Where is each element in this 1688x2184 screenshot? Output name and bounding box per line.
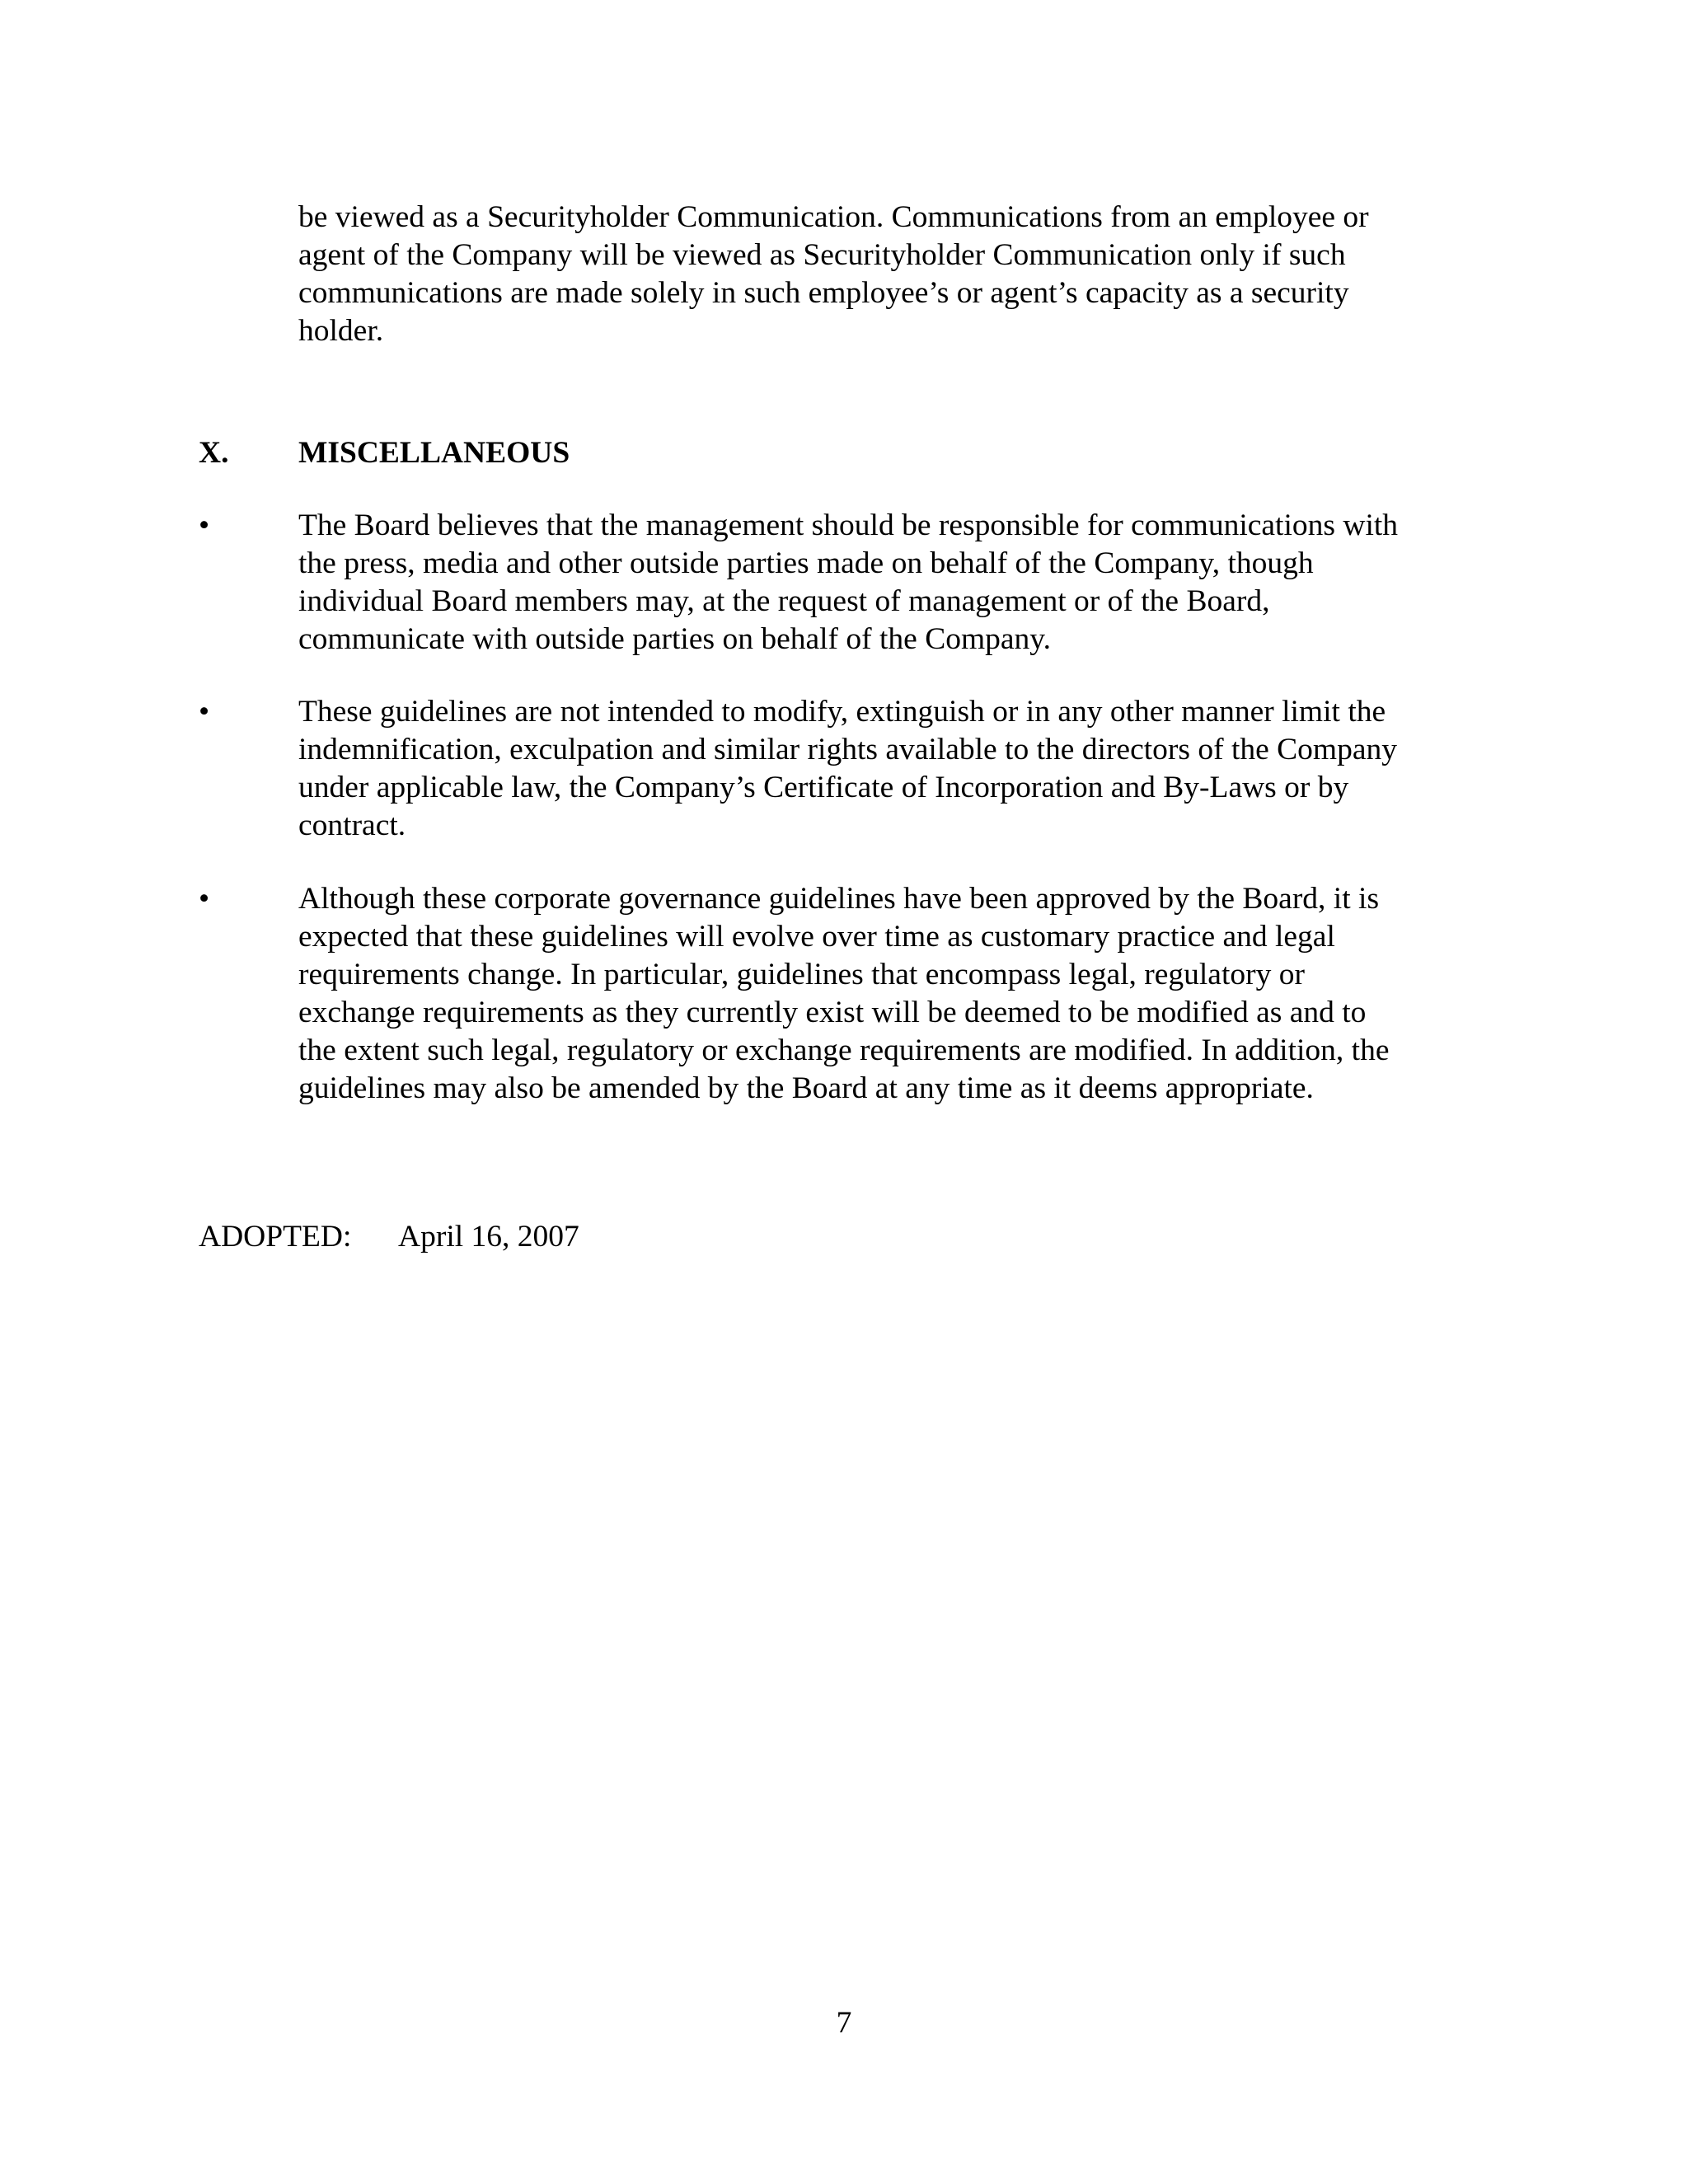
section-number: X.: [199, 436, 229, 470]
bullet-line: the extent such legal, regulatory or exchange requirements are modified. In addition, the: [298, 1033, 1390, 1067]
bullet-line: individual Board members may, at the request of management or of the Board,: [298, 584, 1270, 618]
intro-line: agent of the Company will be viewed as Securityholder Communication only if such: [298, 238, 1346, 272]
bullet-line: contract.: [298, 808, 406, 842]
bullet-line: These guidelines are not intended to modify, extinguish or in any other manner limit the: [298, 695, 1386, 729]
intro-paragraph: [298, 199, 1493, 350]
adopted-label: ADOPTED:: [199, 1220, 352, 1254]
page-number: 7: [836, 2006, 852, 2040]
bullet-line: Although these corporate governance guidelines have been approved by the Board, it is: [298, 882, 1380, 916]
bullet-marker: •: [199, 695, 210, 729]
bullet-line: exchange requirements as they currently exist will be deemed to be modified as and to: [298, 996, 1367, 1029]
bullet-line: requirements change. In particular, guidelines that encompass legal, regulatory or: [298, 958, 1305, 991]
intro-line: holder.: [298, 314, 384, 348]
bullet-marker: •: [199, 882, 210, 916]
bullet-line: communicate with outside parties on behalf of the Company.: [298, 622, 1051, 656]
bullet-paragraph: [298, 880, 1493, 1108]
bullet-line: expected that these guidelines will evolve over time as customary practice and legal: [298, 920, 1335, 954]
section-title: MISCELLANEOUS: [298, 436, 570, 470]
bullet-marker: •: [199, 509, 210, 542]
bullet-line: under applicable law, the Company’s Certificate of Incorporation and By-Laws or by: [298, 771, 1349, 804]
bullet-paragraph: [298, 507, 1493, 658]
bullet-paragraph: [298, 693, 1493, 845]
intro-line: communications are made solely in such employee’s or agent’s capacity as a security: [298, 276, 1349, 310]
bullet-line: guidelines may also be amended by the Board at any time as it deems appropriate.: [298, 1071, 1314, 1105]
bullet-line: The Board believes that the management should be responsible for communications with: [298, 509, 1399, 542]
bullet-line: indemnification, exculpation and similar rights available to the directors of the Company: [298, 733, 1397, 766]
adopted-date: April 16, 2007: [398, 1220, 579, 1254]
bullet-line: the press, media and other outside parties made on behalf of the Company, though: [298, 546, 1314, 580]
intro-line: be viewed as a Securityholder Communication. Communications from an employee or: [298, 200, 1369, 234]
